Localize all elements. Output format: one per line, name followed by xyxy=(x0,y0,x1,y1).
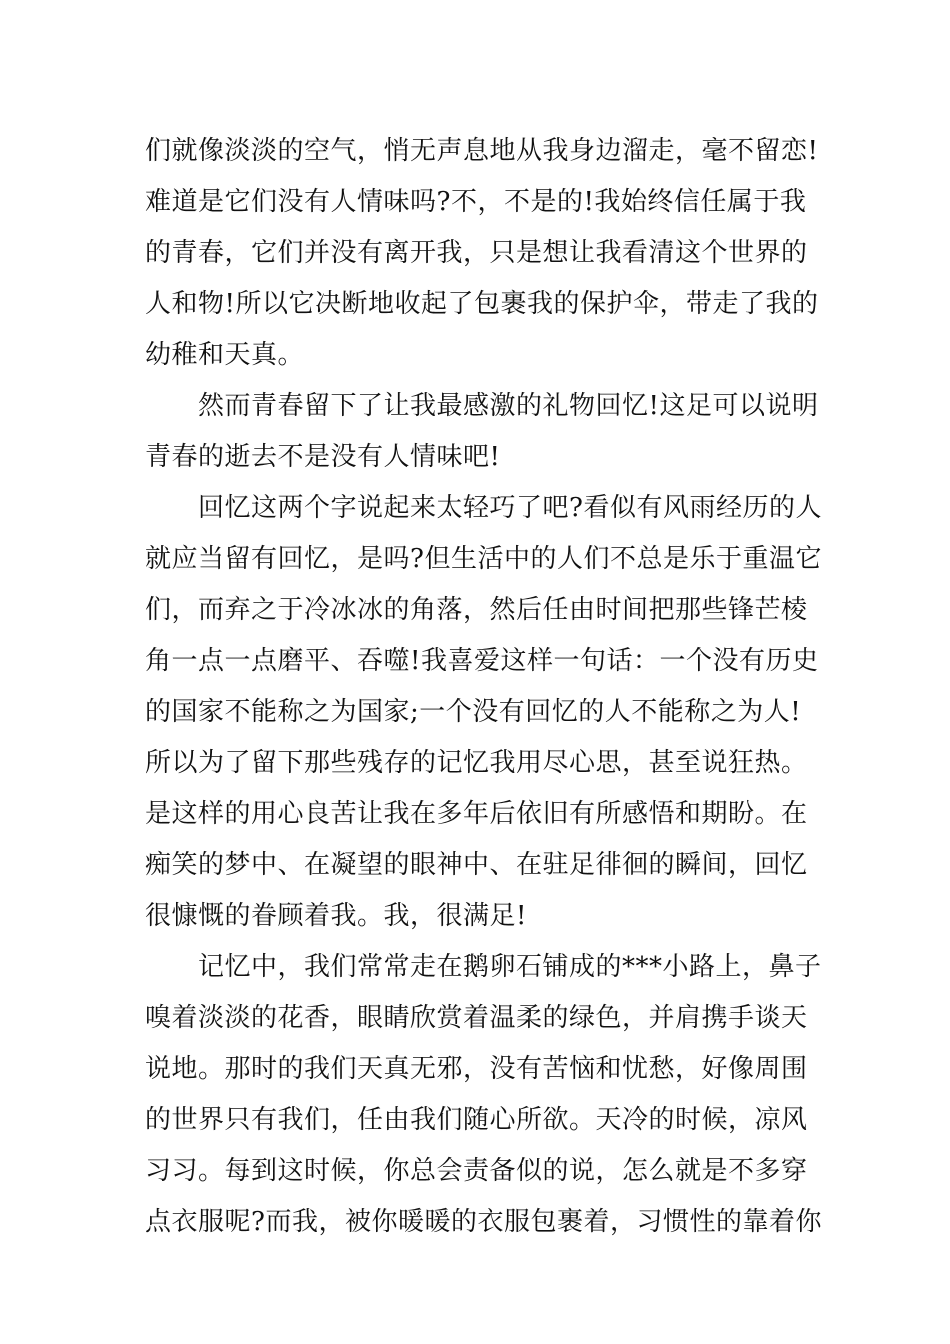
text-line: 很慷慨的眷顾着我。我，很满足! xyxy=(145,901,527,931)
text-line: 所以为了留下那些残存的记忆我用尽心思，甚至说狂热。 xyxy=(145,748,808,778)
paragraph-start-line: 记忆中，我们常常走在鹅卵石铺成的***小路上，鼻子 xyxy=(198,952,822,982)
paragraph-start-line: 然而青春留下了让我最感激的礼物回忆!这足可以说明 xyxy=(198,391,819,421)
text-line: 的世界只有我们，任由我们随心所欲。天冷的时候，凉风 xyxy=(145,1105,808,1135)
text-line: 难道是它们没有人情味吗?不，不是的!我始终信任属于我 xyxy=(145,187,807,217)
paragraph-start-line: 回忆这两个字说起来太轻巧了吧?看似有风雨经历的人 xyxy=(198,493,822,523)
text-line: 幼稚和天真。 xyxy=(145,340,305,370)
text-line: 习习。每到这时候，你总会责备似的说，怎么就是不多穿 xyxy=(145,1156,808,1186)
text-line: 的青春，它们并没有离开我，只是想让我看清这个世界的 xyxy=(145,238,808,268)
text-line: 嗅着淡淡的花香，眼睛欣赏着温柔的绿色，并肩携手谈天 xyxy=(145,1003,808,1033)
essay-body xyxy=(145,126,822,1248)
text-line: 人和物!所以它决断地收起了包裹我的保护伞，带走了我的 xyxy=(145,289,819,319)
text-line: 是这样的用心良苦让我在多年后依旧有所感悟和期盼。在 xyxy=(145,799,808,829)
text-line: 青春的逝去不是没有人情味吧! xyxy=(145,442,501,472)
text-line: 们就像淡淡的空气，悄无声息地从我身边溜走，毫不留恋! xyxy=(145,136,819,166)
text-line: 角一点一点磨平、吞噬!我喜爱这样一句话：一个没有历史 xyxy=(145,646,819,676)
text-line: 痴笑的梦中、在凝望的眼神中、在驻足徘徊的瞬间，回忆 xyxy=(145,850,808,880)
text-line: 的国家不能称之为国家;一个没有回忆的人不能称之为人! xyxy=(145,697,802,727)
text-line: 们，而弃之于冷冰冰的角落，然后任由时间把那些锋芒棱 xyxy=(145,595,808,625)
text-line: 点衣服呢?而我，被你暖暖的衣服包裹着，习惯性的靠着你 xyxy=(145,1207,822,1237)
text-line: 就应当留有回忆，是吗?但生活中的人们不总是乐于重温它 xyxy=(145,544,822,574)
text-line: 说地。那时的我们天真无邪，没有苦恼和忧愁，好像周围 xyxy=(145,1054,808,1084)
